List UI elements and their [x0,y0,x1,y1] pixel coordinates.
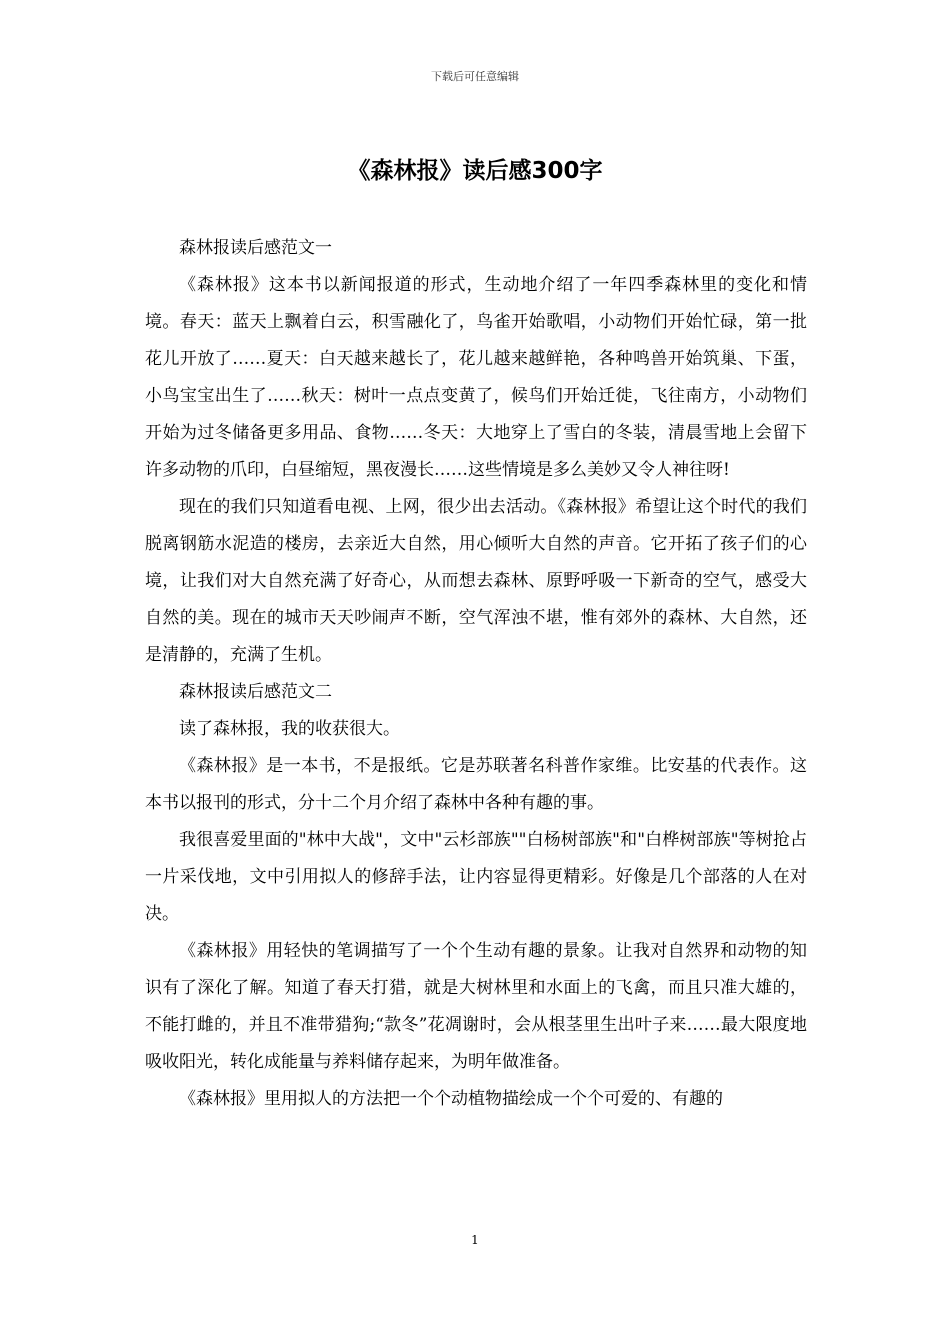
paragraph: 《森林报》是一本书，不是报纸。它是苏联著名科普作家维。比安基的代表作。这本书以报刊的形式，分十二个月介绍了森林中各种有趣的事。 [145,756,807,813]
document-body [145,230,807,1118]
paragraph: 我很喜爱里面的"林中大战"，文中"云杉部族""白杨树部族"和"白桦树部族"等树抢占一片采伐地，文中引用拟人的修辞手法，让内容显得更精彩。好像是几个部落的人在对决。 [145,830,807,924]
section-heading-essay-one: 森林报读后感范文一 [179,238,332,258]
section-heading-essay-two: 森林报读后感范文二 [179,682,332,702]
paragraph: 现在的我们只知道看电视、上网，很少出去活动。《森林报》希望让这个时代的我们脱离钢筋水泥造的楼房，去亲近大自然，用心倾听大自然的声音。它开拓了孩子们的心境，让我们对大自然充满了好奇心，从而想去森林、原野呼吸一下新奇的空气，感受大自然的美。现在的城市天天吵闹声不断，空气浑浊不堪，惟有郊外的森林、大自然，还是清静的，充满了生机。 [145,497,807,665]
paragraph: 《森林报》用轻快的笔调描写了一个个生动有趣的景象。让我对自然界和动物的知识有了深化了解。知道了春天打猎，就是大树林里和水面上的飞禽，而且只准大雄的，不能打雌的，并且不准带猎狗;“款冬”花凋谢时，会从根茎里生出叶子来……最大限度地吸收阳光，转化成能量与养料储存起来，为明年做准备。 [145,941,807,1072]
document-title: 《森林报》读后感300字 [347,158,603,184]
paragraph: 《森林报》里用拟人的方法把一个个动植物描绘成一个个可爱的、有趣的 [179,1089,723,1109]
page-number: 1 [471,1233,479,1247]
paragraph: 《森林报》这本书以新闻报道的形式，生动地介绍了一年四季森林里的变化和情境。春天：蓝天上飘着白云，积雪融化了，鸟雀开始歌唱，小动物们开始忙碌，第一批花儿开放了……夏天：白天越来越长了，花儿越来越鲜艳，各种鸣兽开始筑巢、下蛋，小鸟宝宝出生了……秋天：树叶一点点变黄了，候鸟们开始迁徙，飞往南方，小动物们开始为过冬储备更多用品、食物……冬天：大地穿上了雪白的冬装，清晨雪地上会留下许多动物的爪印，白昼缩短，黑夜漫长……这些情境是多么美妙又令人神往呀! [145,275,807,480]
header-note: 下载后可任意编辑 [431,70,519,83]
paragraph: 读了森林报，我的收获很大。 [179,719,400,739]
